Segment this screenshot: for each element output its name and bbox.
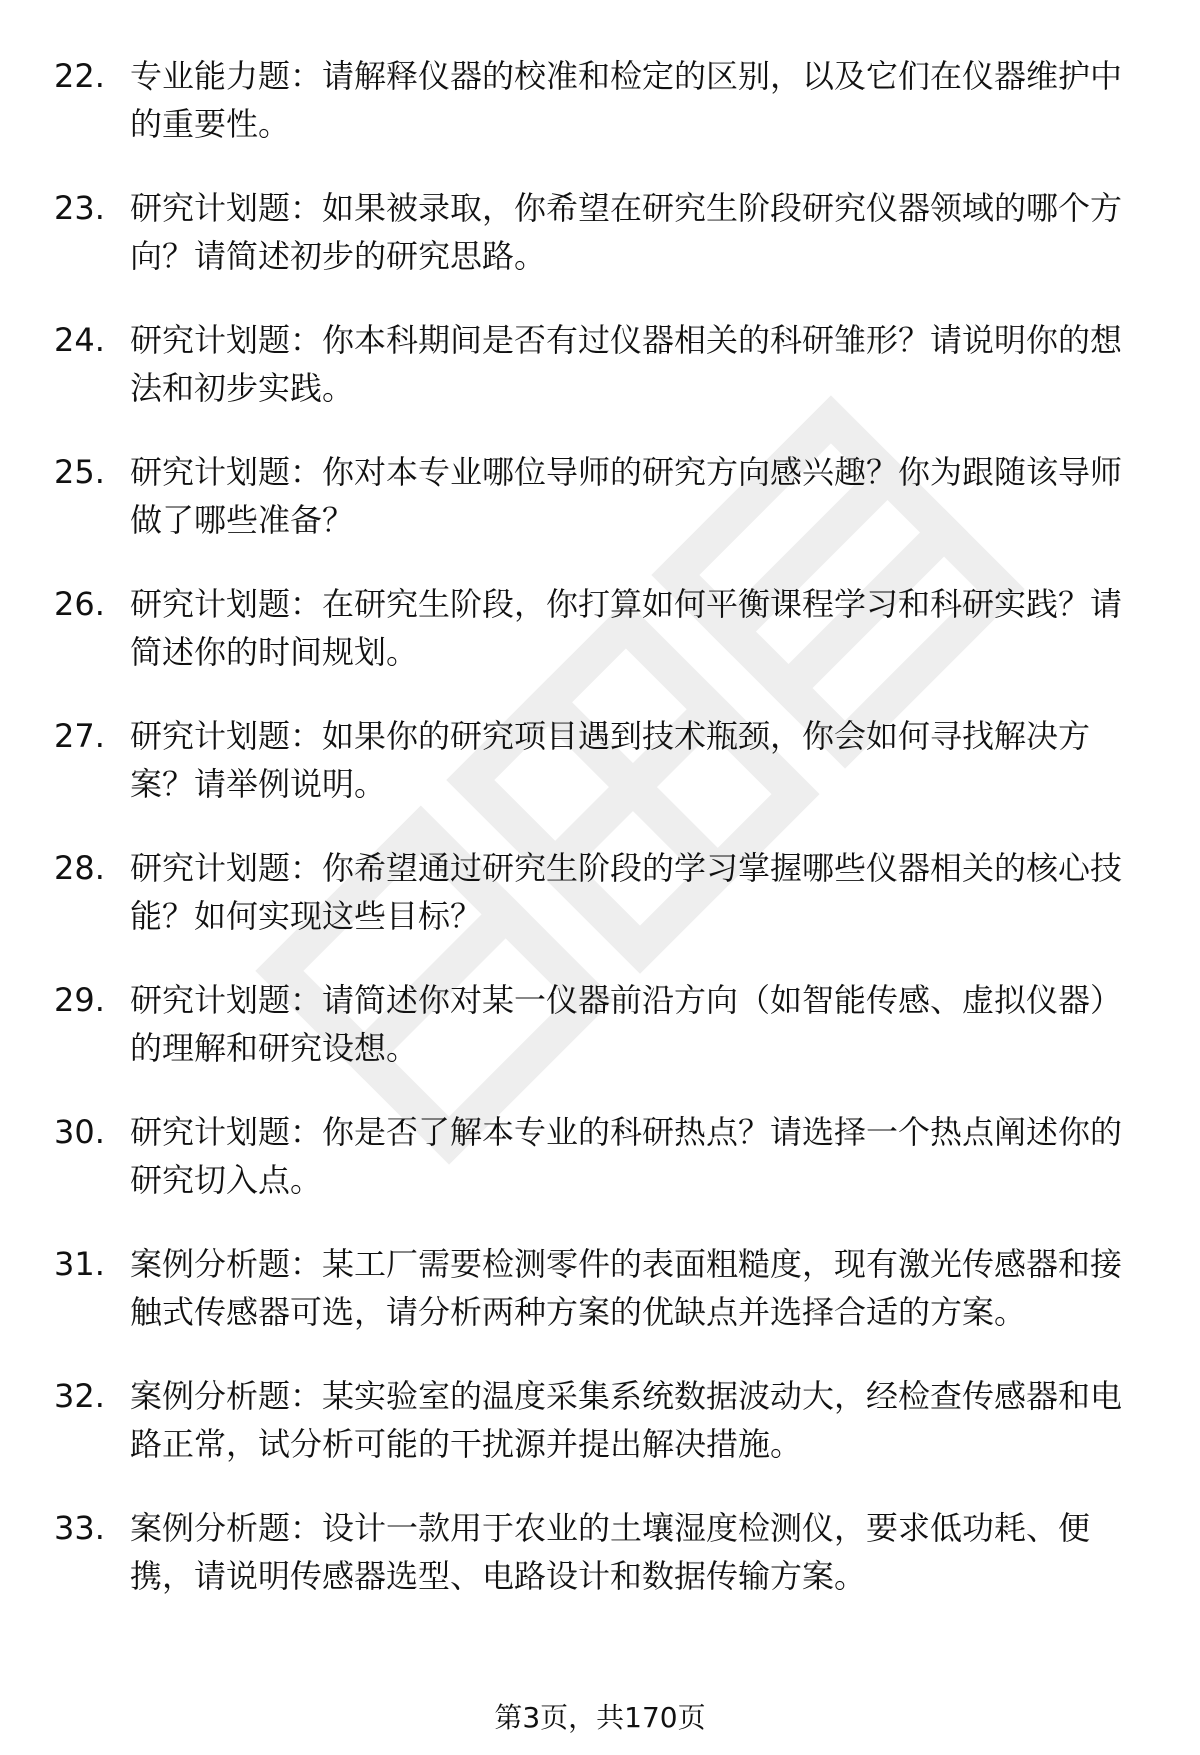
question-text: 案例分析题：某工厂需要检测零件的表面粗糙度，现有激光传感器和接触式传感器可选，请分析两种方案的优缺点并选择合适的方案。 [130, 1245, 1123, 1331]
question-text: 研究计划题：你对本专业哪位导师的研究方向感兴趣？你为跟随该导师做了哪些准备？ [130, 453, 1123, 539]
question-item [0, 52, 1200, 148]
question-number: 31. [54, 1245, 105, 1283]
question-text: 案例分析题：设计一款用于农业的土壤湿度检测仪，要求低功耗、便携，请说明传感器选型、电路设计和数据传输方案。 [130, 1509, 1091, 1595]
question-item [0, 184, 1200, 280]
question-text: 专业能力题：请解释仪器的校准和检定的区别，以及它们在仪器维护中的重要性。 [130, 57, 1123, 143]
question-number: 25. [54, 453, 105, 491]
question-item [0, 976, 1200, 1072]
question-text: 研究计划题：如果被录取，你希望在研究生阶段研究仪器领域的哪个方向？请简述初步的研究思路。 [130, 189, 1123, 275]
question-number: 27. [54, 717, 105, 755]
question-text: 研究计划题：你是否了解本专业的科研热点？请选择一个热点阐述你的研究切入点。 [130, 1113, 1123, 1199]
question-item [0, 448, 1200, 544]
question-item [0, 580, 1200, 676]
question-text: 研究计划题：请简述你对某一仪器前沿方向（如智能传感、虚拟仪器）的理解和研究设想。 [130, 981, 1123, 1067]
question-number: 26. [54, 585, 105, 623]
question-text: 研究计划题：你本科期间是否有过仪器相关的科研雏形？请说明你的想法和初步实践。 [130, 321, 1123, 407]
question-number: 32. [54, 1377, 105, 1415]
page-number-footer: 第3页，共170页 [494, 1701, 706, 1734]
question-item [0, 316, 1200, 412]
question-text: 研究计划题：如果你的研究项目遇到技术瓶颈，你会如何寻找解决方案？请举例说明。 [130, 717, 1091, 803]
question-text: 研究计划题：在研究生阶段，你打算如何平衡课程学习和科研实践？请简述你的时间规划。 [130, 585, 1123, 671]
question-text: 研究计划题：你希望通过研究生阶段的学习掌握哪些仪器相关的核心技能？如何实现这些目标？ [130, 849, 1123, 935]
question-number: 28. [54, 849, 105, 887]
question-item [0, 1372, 1200, 1468]
question-item [0, 844, 1200, 940]
question-item [0, 712, 1200, 808]
question-number: 23. [54, 189, 105, 227]
question-item [0, 1504, 1200, 1600]
question-number: 29. [54, 981, 105, 1019]
question-item [0, 1108, 1200, 1204]
question-number: 30. [54, 1113, 105, 1151]
question-item [0, 1240, 1200, 1336]
question-number: 24. [54, 321, 105, 359]
question-number: 33. [54, 1509, 105, 1547]
question-list [0, 52, 1200, 1636]
question-text: 案例分析题：某实验室的温度采集系统数据波动大，经检查传感器和电路正常，试分析可能的干扰源并提出解决措施。 [130, 1377, 1123, 1463]
question-number: 22. [54, 57, 105, 95]
